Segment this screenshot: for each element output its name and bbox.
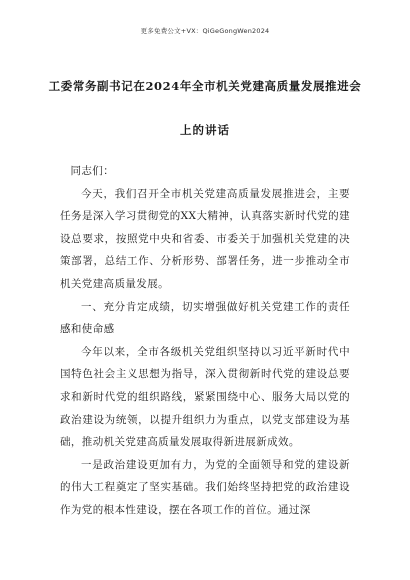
paragraph: 今天，我们召开全市机关党建高质量发展推进会，主要任务是深入学习贯彻党的XX大精神，认真落实新时代党的建设总要求，按照党中央和省委、市委关于加强机关党建的决策部署，总结工作、分析形势、部署任务，进一步推动全市机关党建高质量发展。 — [60, 187, 350, 290]
paragraph: 今年以来，全市各级机关党组织坚持以习近平新时代中国特色社会主义思想为指导，深入贯彻新时代党的建设总要求和新时代党的组织路线，紧紧围绕中心、服务大局以党的政治建设为统领，以提升组织力为重点，以党支部建设为基础，推动机关党建高质量发展取得新进展新成效。 — [60, 345, 350, 449]
section-heading: 一、充分肯定成绩，切实增强做好机关党建工作的责任感和使命感 — [60, 300, 350, 336]
header-note: 更多免费公文+VX：QiGeGongWen2024 — [140, 27, 270, 35]
document-subtitle: 上的讲话 — [180, 123, 230, 137]
document-body — [60, 160, 350, 522]
document-title: 工委常务副书记在2024年全市机关党建高质量发展推进会 — [48, 79, 362, 93]
salutation: 同志们： — [70, 165, 115, 177]
paragraph: 一是政治建设更加有力，为党的全面领导和党的建设新的伟大工程奠定了坚实基础。我们始终坚持把党的政治建设作为党的根本性建设，摆在各项工作的首位。通过深 — [60, 458, 350, 516]
